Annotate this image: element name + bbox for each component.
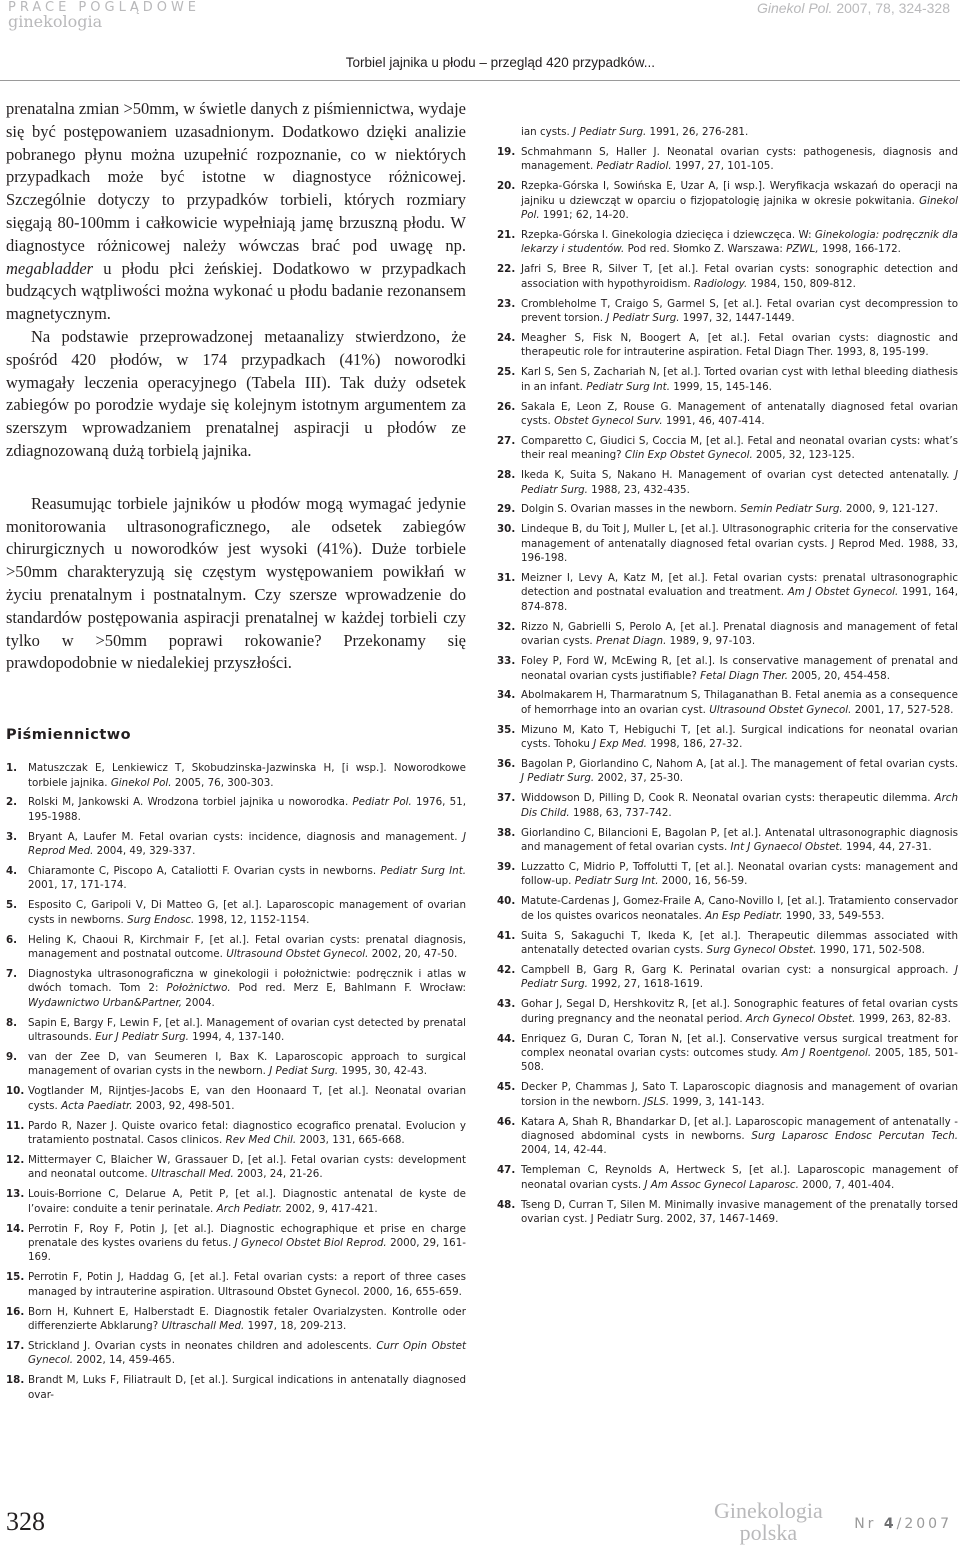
reference-text: Suita S, Sakaguchi T, Ikeda K, [et al.]. Therapeutic dilemmas associated with antenatally detected ovarian cysts. bbox=[521, 929, 958, 956]
journal-name: ginekologia bbox=[8, 12, 103, 31]
reference-text: Lindeque B, du Toit J, Muller L, [et al.]. Ultrasonographic criteria for the conservative management of antenatally diagnosed fetal ovarian cysts. J Reprod Med. 1988, 33, 196-198. bbox=[521, 523, 958, 565]
reference-item bbox=[6, 933, 466, 962]
reference-item bbox=[497, 400, 958, 429]
reference-number: 5. bbox=[6, 899, 18, 912]
reference-item bbox=[6, 1119, 466, 1148]
reference-number: 34. bbox=[497, 689, 516, 702]
reference-text: Mizuno M, Kato T, Hebiguchi T, [et al.]. Surgical indications for neonatal ovarian cysts. Tohoku bbox=[521, 723, 958, 751]
reference-text: Vogtlander M, Rijntjes-Jacobs E, van den Hoonaard T, [et al.]. Neonatal ovarian cysts. bbox=[28, 1085, 466, 1112]
reference-number: 37. bbox=[497, 792, 516, 805]
reference-text: Perrotin F, Roy F, Potin J, [et al.]. Diagnostic echographique et prise en charge prenatale des kystes ovariens du fetus. bbox=[28, 1222, 466, 1249]
reference-text: 2005, 185, 501-508. bbox=[521, 1046, 959, 1074]
reference-text: Bryant A, Laufer M. Fetal ovarian cysts: incidence, diagnosis and management. bbox=[28, 830, 463, 843]
page-number: 328 bbox=[6, 1507, 45, 1536]
right-column bbox=[497, 107, 958, 1232]
reference-text: 2005, 76, 300-303. bbox=[171, 776, 274, 789]
reference-number: 12. bbox=[6, 1153, 25, 1166]
reference-journal: Pediatr Surg Int. bbox=[586, 380, 670, 393]
reference-journal: Arch Gynecol Obstet. bbox=[745, 1012, 856, 1025]
reference-item bbox=[497, 1115, 958, 1158]
reference-text: Giorlandino C, Bilancioni E, Bagolan P, [et al.]. Antenatal ultrasonographic diagnosis and management of fetal ovarian cysts. bbox=[521, 826, 958, 854]
reference-item bbox=[6, 1016, 466, 1045]
reference-number: 13. bbox=[6, 1188, 25, 1201]
reference-item bbox=[497, 826, 958, 855]
reference-text: Sakala E, Leon Z, Rouse G. Management of antenatally diagnosed fetal ovarian cysts. bbox=[521, 400, 958, 427]
reference-text: 1990, 33, 549-553. bbox=[782, 909, 885, 922]
reference-number: 38. bbox=[497, 826, 516, 839]
reference-item bbox=[6, 1270, 466, 1299]
reference-journal: Arch Pediatr. bbox=[216, 1202, 283, 1215]
reference-number: 42. bbox=[497, 963, 516, 976]
reference-text: 2002, 14, 459-465. bbox=[73, 1354, 175, 1367]
reference-number: 40. bbox=[497, 895, 516, 908]
reference-journal: Am J Roentgenol. bbox=[781, 1046, 872, 1059]
reference-journal: Arch Dis Child. bbox=[521, 792, 958, 819]
reference-text: Gohar J, Segal D, Hershkovitz R, [et al.]. Sonographic features of fetal ovarian cysts during pregnancy and the neonatal period. bbox=[521, 998, 958, 1025]
reference-text: Luzzatto C, Midrio P, Toffolutti T, [et al.]. Neonatal ovarian cysts: management and follow-up. bbox=[521, 860, 958, 888]
reference-text: 2001, 17, 527-528. bbox=[851, 703, 954, 716]
reference-item bbox=[497, 522, 958, 565]
reference-text: ian cysts. bbox=[521, 126, 574, 138]
journal-logo: Ginekologia polska bbox=[714, 1498, 823, 1545]
reference-item bbox=[497, 297, 958, 326]
reference-journal: Semin Pediatr Surg. bbox=[740, 503, 843, 516]
reference-number: 32. bbox=[497, 620, 516, 633]
reference-journal: Pediatr Pol. bbox=[352, 796, 412, 809]
reference-text: 1997, 27, 101-105. bbox=[671, 160, 774, 173]
reference-number: 36. bbox=[497, 758, 516, 771]
reference-item bbox=[497, 620, 958, 649]
reference-number: 9. bbox=[6, 1051, 18, 1064]
references-heading: Piśmiennictwo bbox=[6, 727, 132, 744]
reference-journal: Pediatr Surg Int. bbox=[574, 875, 659, 888]
reference-text: Jafri S, Bree R, Silver T, [et al.]. Fetal ovarian cysts: sonographic detection and association with hypothyroidism. bbox=[521, 263, 958, 290]
reference-text: Enriquez G, Duran C, Toran N, [et al.]. Conservative versus surgical treatment for complex neonatal ovarian cysts: outcomes study. bbox=[521, 1032, 958, 1059]
reference-text: Katara A, Shah R, Bhandarkar D, [et al.]. Laparoscopic management of antenatally - diagnosed abdominal cysts in newborns. bbox=[521, 1115, 958, 1142]
reference-text: Chiaramonte C, Piscopo A, Cataliotti F. Ovarian cysts in newborns. bbox=[28, 865, 381, 878]
reference-item bbox=[497, 1032, 958, 1075]
reference-number: 8. bbox=[6, 1016, 18, 1029]
reference-journal: Radiology. bbox=[693, 277, 748, 290]
reference-text: 2002, 37, 25-30. bbox=[594, 772, 684, 785]
reference-text: Meagher S, Fisk N, Boogert A, [et al.]. Fetal ovarian cysts: diagnostic and therapeutic role for intrauterine aspiration. Fetal Diagn Ther. 1993, 8, 195-199. bbox=[521, 331, 958, 359]
reference-journal: Ultrasound Obstet Gynecol. bbox=[226, 948, 369, 961]
reference-item bbox=[497, 997, 958, 1026]
reference-text: 2005, 32, 123-125. bbox=[752, 449, 855, 462]
reference-item bbox=[497, 468, 958, 497]
reference-number: 45. bbox=[497, 1081, 516, 1094]
reference-journal: PZWL, bbox=[786, 243, 819, 256]
reference-number: 18. bbox=[6, 1374, 25, 1387]
reference-item bbox=[497, 757, 958, 786]
reference-text: 1991, 26, 276-281. bbox=[646, 126, 749, 138]
reference-text: Rzepka-Górska I. Ginekologia dziecięca i dziewczęca. W: bbox=[521, 228, 815, 241]
reference-number: 47. bbox=[497, 1164, 516, 1177]
reference-journal: Ginekol Pol. bbox=[521, 194, 958, 222]
reference-text: Esposito C, Garipoli V, Di Matteo G, [et al.]. Laparoscopic management of ovarian cysts in newborns. bbox=[28, 899, 466, 926]
reference-item bbox=[497, 860, 958, 889]
reference-number: 35. bbox=[497, 723, 516, 736]
reference-journal: Prenat Diagn. bbox=[595, 635, 667, 648]
reference-text: Rolski M, Jankowski A. Wrodzona torbiel jajnika u noworodka. bbox=[28, 796, 353, 809]
reference-journal: Ultrasound Obstet Gynecol. bbox=[709, 703, 852, 716]
reference-number: 25. bbox=[497, 366, 516, 379]
reference-text: 2004, 49, 329-337. bbox=[93, 845, 196, 858]
reference-text: Brandt M, Luks F, Filiatrault D, [et al.]. Surgical indications in antenatally diagnosed ovar- bbox=[28, 1374, 466, 1401]
reference-journal: Ginekologia: podręcznik dla lekarzy i studentów. bbox=[521, 228, 958, 256]
reference-item bbox=[6, 898, 466, 927]
reference-number: 26. bbox=[497, 400, 516, 413]
reference-number: 10. bbox=[6, 1085, 25, 1098]
reference-item bbox=[6, 1084, 466, 1113]
reference-journal: An Esp Pediatr. bbox=[705, 909, 783, 922]
reference-number: 14. bbox=[6, 1222, 25, 1235]
reference-number: 29. bbox=[497, 503, 516, 516]
citation bbox=[757, 0, 950, 16]
reference-text: 2003, 24, 21-26. bbox=[233, 1168, 323, 1181]
reference-number: 41. bbox=[497, 929, 516, 942]
reference-journal: Surg Gynecol Obstet. bbox=[706, 944, 817, 956]
reference-number: 33. bbox=[497, 655, 516, 668]
reference-journal: J Exp Med. bbox=[593, 738, 647, 751]
reference-journal: Surg Endosc. bbox=[127, 913, 195, 926]
reference-text: 1994, 4, 137-140. bbox=[188, 1031, 285, 1044]
reference-text: 2000, 7, 401-404. bbox=[798, 1178, 895, 1191]
reference-number: 39. bbox=[497, 860, 516, 873]
reference-item bbox=[497, 929, 958, 958]
reference-text: 1999, 263, 82-83. bbox=[855, 1012, 951, 1025]
reference-text: 2004. bbox=[182, 996, 215, 1009]
reference-number: 4. bbox=[6, 865, 18, 878]
header-divider bbox=[0, 80, 960, 81]
reference-text: Schmahmann S, Haller J. Neonatal ovarian cysts: pathogenesis, diagnosis and management. bbox=[521, 145, 958, 173]
reference-text: Meizner I, Levy A, Katz M, [et al.]. Fetal ovarian cysts: prenatal ultrasonographic detection and postnatal evaluation and treatment. bbox=[521, 572, 958, 599]
reference-text: Ikeda K, Suita S, Nakano H. Management of ovarian cyst detected antenatally. bbox=[521, 469, 955, 482]
reference-number: 30. bbox=[497, 523, 516, 536]
running-title: Torbiel jajnika u płodu – przegląd 420 przypadków... bbox=[345, 55, 655, 70]
reference-text: Campbell B, Garg R, Garg K. Perinatal ovarian cyst: a nonsurgical approach. bbox=[521, 963, 955, 976]
reference-text: Pod red. Merz E, Bahlmann F. Wrocław: bbox=[230, 982, 466, 995]
reference-journal: J Reprod Med. bbox=[28, 830, 466, 858]
reference-text: Crombleholme T, Craigo S, Garmel S, [et al.]. Fetal ovarian cyst decompression to prevent torsion. bbox=[521, 297, 958, 324]
body-paragraph-3: Reasumując torbiele jajników u płodów mogą wymagać jedynie monitorowania ultrasonograficznego, ale odsetek zabiegów chirurgicznych u noworodków jest wysoki (41%). Duże torbiele >50mm charakteryzują się częstym występowaniem powikłań w życiu prenatalnym i postnatalnym. Czy szersze wprowadzenie do standardów postępowania aspiracji prenatalnej w każdej torbieli czy tylko w >50mm poprawi rokowanie? Przekonamy się prawdopodobnie w niedalekiej przyszłości. bbox=[6, 493, 466, 673]
reference-number: 6. bbox=[6, 933, 18, 946]
reference-item bbox=[497, 963, 958, 992]
reference-item bbox=[497, 331, 958, 360]
reference-item bbox=[497, 791, 958, 820]
reference-text: Foley P, Ford W, McEwing R, [et al.]. Is conservative management of prenatal and neonatal ovarian cysts justifiable? bbox=[521, 655, 958, 682]
reference-journal: JSLS. bbox=[643, 1095, 670, 1108]
reference-journal: J Pediat Surg. bbox=[269, 1065, 339, 1078]
reference-number: 27. bbox=[497, 434, 516, 447]
reference-text: 1997, 18, 209-213. bbox=[244, 1320, 347, 1333]
reference-number: 15. bbox=[6, 1271, 25, 1284]
reference-item bbox=[6, 1050, 466, 1079]
reference-text: van der Zee D, van Seumeren I, Bax K. Laparoscopic approach to surgical management of ovarian cysts in the newborn. bbox=[28, 1051, 466, 1078]
reference-journal: Ultraschall Med. bbox=[161, 1320, 245, 1333]
reference-item bbox=[497, 262, 958, 291]
reference-number: 19. bbox=[497, 145, 516, 158]
reference-text: Diagnostyka ultrasonograficzna w ginekologii i położnictwie: podręcznik i atlas w dwóch tomach. Tom 2: bbox=[28, 968, 466, 995]
reference-text: 1998, 186, 27-32. bbox=[646, 738, 743, 751]
reference-text: 1988, 23, 432-435. bbox=[587, 483, 690, 496]
reference-text: Rzepka-Górska I, Sowińska E, Uzar A, [i wsp.]. Weryfikacja wskazań do operacji na jajniku u dziewcząt w oparciu o fizjopatologię jajnika w okresie pokwitania. bbox=[521, 180, 958, 207]
reference-text: Sapin E, Bargy F, Lewin F, [et al.]. Management of ovarian cyst detected by prenatal ultrasounds. bbox=[28, 1016, 466, 1044]
reference-journal: J Pediatr Surg. bbox=[521, 469, 958, 496]
reference-journal: J Pediatr Surg. bbox=[573, 126, 647, 138]
reference-journal: Fetal Diagn Ther. bbox=[700, 669, 788, 682]
reference-journal: Clin Exp Obstet Gynecol. bbox=[624, 449, 753, 462]
reference-journal: Am J Obstet Gynecol. bbox=[787, 586, 899, 599]
reference-text: Pardo R, Nazer J. Quiste ovarico fetal: diagnostico ecografico prenatal. Evolucion y tratamiento postnatal. Casos clinicos. bbox=[28, 1119, 466, 1147]
reference-text: Decker P, Chammas J, Sato T. Laparoscopic diagnosis and management of ovarian torsion in the newborn. bbox=[521, 1081, 958, 1108]
reference-text: Bagolan P, Giorlandino C, Nahom A, [at al.]. The management of fetal ovarian cysts. bbox=[521, 758, 958, 771]
reference-journal: J Pediatr Surg. bbox=[521, 963, 958, 991]
reference-item bbox=[497, 502, 958, 516]
reference-text: 1988, 63, 737-742. bbox=[569, 806, 672, 819]
reference-item bbox=[497, 1163, 958, 1192]
reference-text: 1992, 27, 1618-1619. bbox=[587, 978, 703, 991]
reference-text: Tseng D, Curran T, Silen M. Minimally invasive management of the prenatally torsed ovarian cyst. J Pediatr Surg. 2002, 37, 1467-1469. bbox=[521, 1198, 958, 1225]
reference-item bbox=[6, 1153, 466, 1182]
body-paragraph-2: Na podstawie przeprowadzonej metaanalizy stwierdzono, że spośród 420 płodów, w 174 przypadkach (41%) noworodki wymagały leczenia operacyjnego (Tabela III). Tak duży odsetek zabiegów po porodzie wydaje się kolejnym istotnym argumentem za szerszym wprowadzaniem prenatalnej aspiracji u płodów ze zdiagnozowaną dużą torbielą jajnika. bbox=[6, 326, 466, 460]
reference-journal: J Pediatr Surg. bbox=[606, 311, 680, 324]
issue-number: Nr 4/2007 bbox=[854, 1516, 952, 1532]
reference-item bbox=[497, 228, 958, 257]
reference-item bbox=[6, 761, 466, 790]
reference-journal: Acta Paediatr. bbox=[61, 1099, 133, 1112]
reference-text: 2002, 9, 417-421. bbox=[282, 1202, 378, 1215]
reference-journal: Curr Opin Obstet Gynecol. bbox=[28, 1339, 467, 1367]
reference-text: 2000, 16, 56-59. bbox=[658, 875, 748, 888]
reference-text: 2005, 20, 454-458. bbox=[788, 669, 890, 682]
reference-journal: J Gynecol Obstet Biol Reprod. bbox=[234, 1237, 387, 1249]
reference-journal: J Pediatr Surg. bbox=[521, 772, 595, 785]
reference-item bbox=[6, 864, 466, 893]
reference-text: 1984, 150, 809-812. bbox=[747, 277, 856, 290]
reference-item bbox=[497, 1198, 958, 1227]
reference-journal: Surg Laparosc Endosc Percutan Tech. bbox=[751, 1129, 959, 1142]
reference-journal: Ginekol Pol. bbox=[110, 776, 172, 789]
reference-item bbox=[497, 145, 958, 174]
reference-text: Mittermayer C, Blaicher W, Grassauer D, [et al.]. Fetal ovarian cysts: development and neonatal outcome. bbox=[28, 1153, 466, 1181]
reference-number: 22. bbox=[497, 263, 516, 276]
reference-text: Widdowson D, Pilling D, Cook R. Neonatal ovarian cysts: therapeutic dilemma. bbox=[521, 792, 935, 805]
reference-item bbox=[6, 795, 466, 824]
reference-number: 1. bbox=[6, 762, 18, 775]
reference-item bbox=[6, 967, 466, 1010]
reference-text: Pod red. Słomko Z. Warszawa: bbox=[624, 243, 787, 256]
reference-item bbox=[6, 1339, 466, 1368]
reference-item bbox=[497, 723, 958, 752]
reference-text: 1998, 166-172. bbox=[818, 243, 901, 256]
reference-text: 1999, 3, 141-143. bbox=[669, 1095, 765, 1108]
citation-details: 2007, 78, 324-328 bbox=[832, 0, 950, 16]
reference-number: 48. bbox=[497, 1198, 516, 1211]
reference-item bbox=[497, 654, 958, 683]
reference-text: 1991; 62, 14-20. bbox=[539, 209, 629, 222]
reference-journal: Położnictwo. bbox=[166, 982, 231, 995]
reference-item bbox=[6, 1373, 466, 1402]
reference-text: 2002, 20, 47-50. bbox=[368, 948, 458, 961]
reference-text: 1976, 51, 195-1988. bbox=[28, 796, 466, 823]
left-column bbox=[6, 98, 466, 1408]
reference-number: 2. bbox=[6, 796, 18, 809]
reference-number: 21. bbox=[497, 228, 516, 241]
reference-item bbox=[497, 125, 958, 139]
reference-item bbox=[6, 1222, 466, 1265]
reference-number: 3. bbox=[6, 830, 18, 843]
reference-journal: Ultraschall Med. bbox=[150, 1168, 234, 1181]
reference-text: 1989, 9, 97-103. bbox=[666, 635, 756, 648]
reference-text: 2001, 17, 171-174. bbox=[28, 879, 127, 892]
reference-text: 1990, 171, 502-508. bbox=[816, 944, 925, 956]
reference-text: 2000, 29, 161-169. bbox=[28, 1237, 466, 1264]
reference-text: Born H, Kuhnert E, Halberstadt E. Diagnostik fetaler Ovarialzysten. Kontrolle oder differenzierte Abklarung? bbox=[28, 1305, 466, 1333]
reference-text: Dolgin S. Ovarian masses in the newborn. bbox=[521, 503, 741, 516]
reference-text: Karl S, Sen S, Zachariah N, [et al.]. Torted ovarian cyst with lethal bleeding diathesis in an infant. bbox=[521, 366, 958, 393]
reference-journal: Int J Gynaecol Obstet. bbox=[730, 841, 843, 854]
reference-journal: Eur J Pediatr Surg. bbox=[95, 1031, 189, 1044]
reference-text: 1991, 46, 407-414. bbox=[662, 414, 765, 427]
references-list-left bbox=[6, 761, 466, 1402]
reference-text: 1994, 44, 27-31. bbox=[842, 841, 932, 854]
reference-number: 43. bbox=[497, 998, 516, 1011]
reference-number: 7. bbox=[6, 968, 18, 980]
reference-item bbox=[6, 830, 466, 859]
reference-text: 2003, 131, 665-668. bbox=[296, 1134, 405, 1147]
reference-item bbox=[6, 1305, 466, 1334]
reference-journal: Pediatr Surg Int. bbox=[380, 865, 466, 878]
reference-number: 44. bbox=[497, 1032, 516, 1045]
reference-journal: Pediatr Radiol. bbox=[596, 160, 672, 173]
reference-item bbox=[497, 688, 958, 717]
reference-item bbox=[497, 1080, 958, 1109]
reference-journal: Rev Med Chil. bbox=[225, 1134, 297, 1147]
reference-text: Strickland J. Ovarian cysts in neonates children and adolescents. bbox=[28, 1339, 377, 1352]
reference-number: 11. bbox=[6, 1119, 25, 1132]
citation-journal: Ginekol Pol. bbox=[756, 0, 833, 16]
reference-text: 2004, 14, 42-44. bbox=[521, 1144, 607, 1157]
reference-journal: Obstet Gynecol Surv. bbox=[554, 414, 663, 427]
reference-number: 23. bbox=[497, 297, 516, 310]
reference-text: Matuszczak E, Lenkiewicz T, Skobudzinska-Jazwinska H, [i wsp.]. Noworodkowe torbiele jajnika. bbox=[28, 762, 466, 789]
reference-item bbox=[497, 894, 958, 923]
reference-text: Rizzo N, Gabrielli S, Perolo A, [et al.]. Prenatal diagnosis and management of fetal ovarian cysts. bbox=[521, 620, 958, 648]
reference-text: 1997, 32, 1447-1449. bbox=[679, 311, 795, 324]
section-label: PRACE POGLĄDOWE bbox=[8, 0, 201, 15]
reference-item bbox=[497, 571, 958, 614]
reference-text: 1998, 12, 1152-1154. bbox=[194, 913, 310, 926]
reference-text: 1999, 15, 145-146. bbox=[669, 380, 772, 393]
reference-text: 1995, 30, 42-43. bbox=[338, 1065, 428, 1078]
reference-text: Louis-Borrione C, Delarue A, Petit P, [et al.]. Diagnostic antenatal de kyste de l’ovaire: conduite a tenir perinatale. bbox=[28, 1188, 466, 1215]
reference-number: 17. bbox=[6, 1339, 25, 1352]
reference-text: 1991, 164, 874-878. bbox=[521, 586, 958, 613]
reference-journal: J Am Assoc Gynecol Laparosc. bbox=[644, 1178, 799, 1191]
reference-item bbox=[497, 434, 958, 463]
reference-number: 24. bbox=[497, 331, 516, 344]
reference-text: Matute-Cardenas J, Gomez-Fraile A, Cano-Novillo I, [et al.]. Tratamiento conservador de los quistes ovaricos neonatales. bbox=[521, 895, 958, 922]
body-paragraph-1: prenatalna zmian >50mm, w świetle danych z piśmiennictwa, wydaje się być postępowaniem uzasadnionym. Dodatkowo dzięki analizie pobranego płynu można uzupełnić rozpoznanie, co w niektórych przypadkach może być istotne w diagnostyce różnicowej. Szczególnie dotyczy to przypadków torbieli, których rozmiary sięgają 80-100mm i całkowicie wypełniają jamę brzuszną płodu. W diagnostyce różnicowej należy wówczas brać pod uwagę np. megabladder u płodu płci żeńskiej. Dodatkowo w przypadkach budzących wątpliwości można wykonać u płodu badanie rezonansem magnetycznym. bbox=[6, 99, 466, 324]
references-list-right bbox=[497, 125, 958, 1226]
reference-text: Heling K, Chaoui R, Kirchmair F, [et al.]. Fetal ovarian cysts: prenatal diagnosis, management and postnatal outcome. bbox=[28, 933, 466, 961]
reference-text: Abolmakarem H, Tharmaratnum S, Thilaganathan B. Fetal anemia as a consequence of hemorrhage into an ovarian cyst. bbox=[521, 689, 958, 716]
reference-text: Comparetto C, Giudici S, Coccia M, [et al.]. Fetal and neonatal ovarian cysts: what’s their real meaning? bbox=[521, 434, 958, 462]
reference-number: 46. bbox=[497, 1115, 516, 1128]
reference-text: 2000, 9, 121-127. bbox=[842, 503, 939, 516]
reference-journal: Wydawnictwo Urban&Partner, bbox=[28, 996, 183, 1009]
reference-text: Perrotin F, Potin J, Haddag G, [et al.]. Fetal ovarian cysts: a report of three cases managed by intrauterine aspiration. Ultrasound Obstet Gynecol. 2000, 16, 655-659. bbox=[28, 1271, 466, 1298]
reference-item bbox=[497, 365, 958, 394]
reference-text: 2003, 92, 498-501. bbox=[132, 1099, 235, 1112]
reference-text: Templeman C, Reynolds A, Hertweck S, [et al.]. Laparoscopic management of neonatal ovarian cysts. bbox=[521, 1164, 958, 1191]
reference-number: 31. bbox=[497, 572, 516, 585]
reference-number: 28. bbox=[497, 469, 516, 482]
reference-number: 20. bbox=[497, 180, 516, 193]
reference-item bbox=[6, 1187, 466, 1216]
reference-number: 16. bbox=[6, 1305, 25, 1318]
reference-item bbox=[497, 179, 958, 222]
